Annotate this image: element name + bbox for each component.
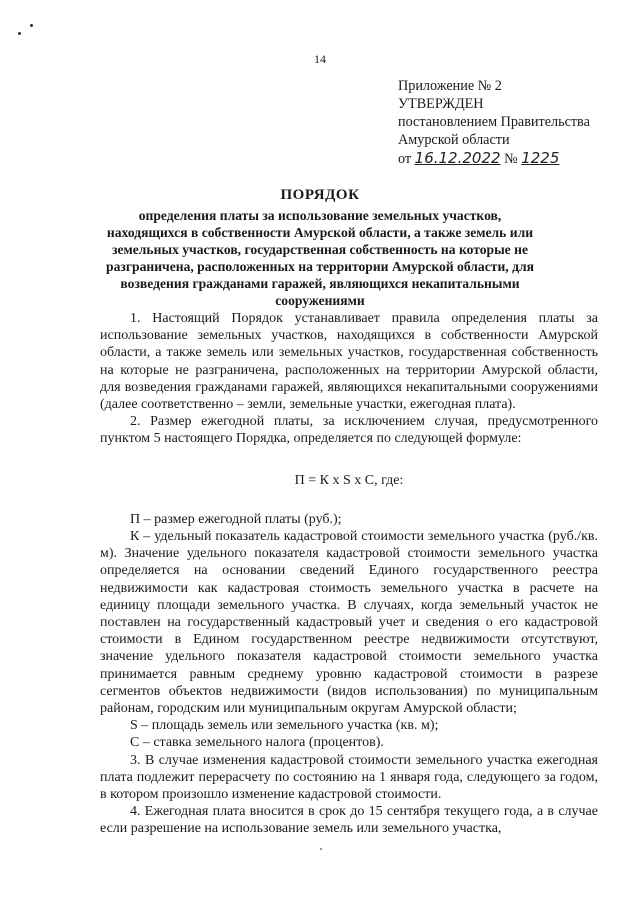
scan-speck xyxy=(320,848,322,850)
document-title: ПОРЯДОК xyxy=(280,187,360,203)
definition-p: П – размер ежегодной платы (руб.); xyxy=(130,511,342,527)
paragraph-4: 4. Ежегодная плата вносится в срок до 15 сентября текущего года, а в случае если разрешение на использование земель или земельного участка, xyxy=(100,804,598,837)
appendix-block xyxy=(398,77,590,168)
number-prefix: № xyxy=(504,151,518,167)
paragraph-3: 3. В случае изменения кадастровой стоимости земельного участка ежегодная плата подлежит перерасчету по состоянию на 1 января года, следующего за годом, в котором произошло изменение кадастровой стоимости. xyxy=(100,752,598,803)
scan-marks xyxy=(14,22,44,42)
page-number: 14 xyxy=(314,52,326,66)
definition-c: С – ставка земельного налога (процентов). xyxy=(130,735,384,751)
formula: П = К x S x С, где: xyxy=(294,472,404,488)
appendix-number: Приложение № 2 xyxy=(398,78,502,94)
approval-date-line xyxy=(398,149,590,168)
definition-k: К – удельный показатель кадастровой стоимости земельного участка (руб./кв. м). Значение удельного показателя кадастровой стоимости земельного участка определяется на основании сведений Единого государственного реестра недвижимости как кадастровая стоимость земельного участка в расчете на единицу площади земельного участка. В случаях, когда земельный участок не поставлен на государственный кадастровый учет и сведения о его кадастровой стоимости в Едином государственном реестре недвижимости отсутствуют, значение удельного показателя кадастровой стоимости земельного участка принимается равным среднему уровню кадастровой стоимости в разрезе сегментов объектов недвижимости (видов использования) по муниципальным районам, городским или муниципальным округам Амурской области; xyxy=(100,529,598,717)
definition-s: S – площадь земель или земельного участка (кв. м); xyxy=(130,718,439,734)
date-prefix: от xyxy=(398,151,412,167)
approved-by: постановлением Правительства xyxy=(398,114,590,130)
handwritten-date: 16.12.2022 xyxy=(414,149,501,167)
paragraph-1: 1. Настоящий Порядок устанавливает правила определения платы за использование земельных участков, находящихся в собственности Амурской области, а также земель или земельных участков, государственная собственность на которые не разграничена, расположенных на территории Амурской области, для возведения гражданами гаражей, являющихся некапитальными сооружениями (далее соответственно – земли, земельные участки, ежегодная плата). xyxy=(100,311,598,413)
document-body xyxy=(100,310,598,838)
document-subtitle: определения платы за использование земельных участков, находящихся в собственности Амурской области, а также земель или земельных участков, государственная собственность на которые не разграничена, расположенных на территории Амурской области, для возведения гражданами гаражей, являющихся некапитальными сооружениями xyxy=(106,208,534,308)
approved-label: УТВЕРЖДЕН xyxy=(398,96,484,112)
approved-region: Амурской области xyxy=(398,132,510,148)
handwritten-number: 1225 xyxy=(521,149,560,167)
paragraph-2: 2. Размер ежегодной платы, за исключением случая, предусмотренного пунктом 5 настоящего Порядка, определяется по следующей формуле: xyxy=(100,414,598,447)
